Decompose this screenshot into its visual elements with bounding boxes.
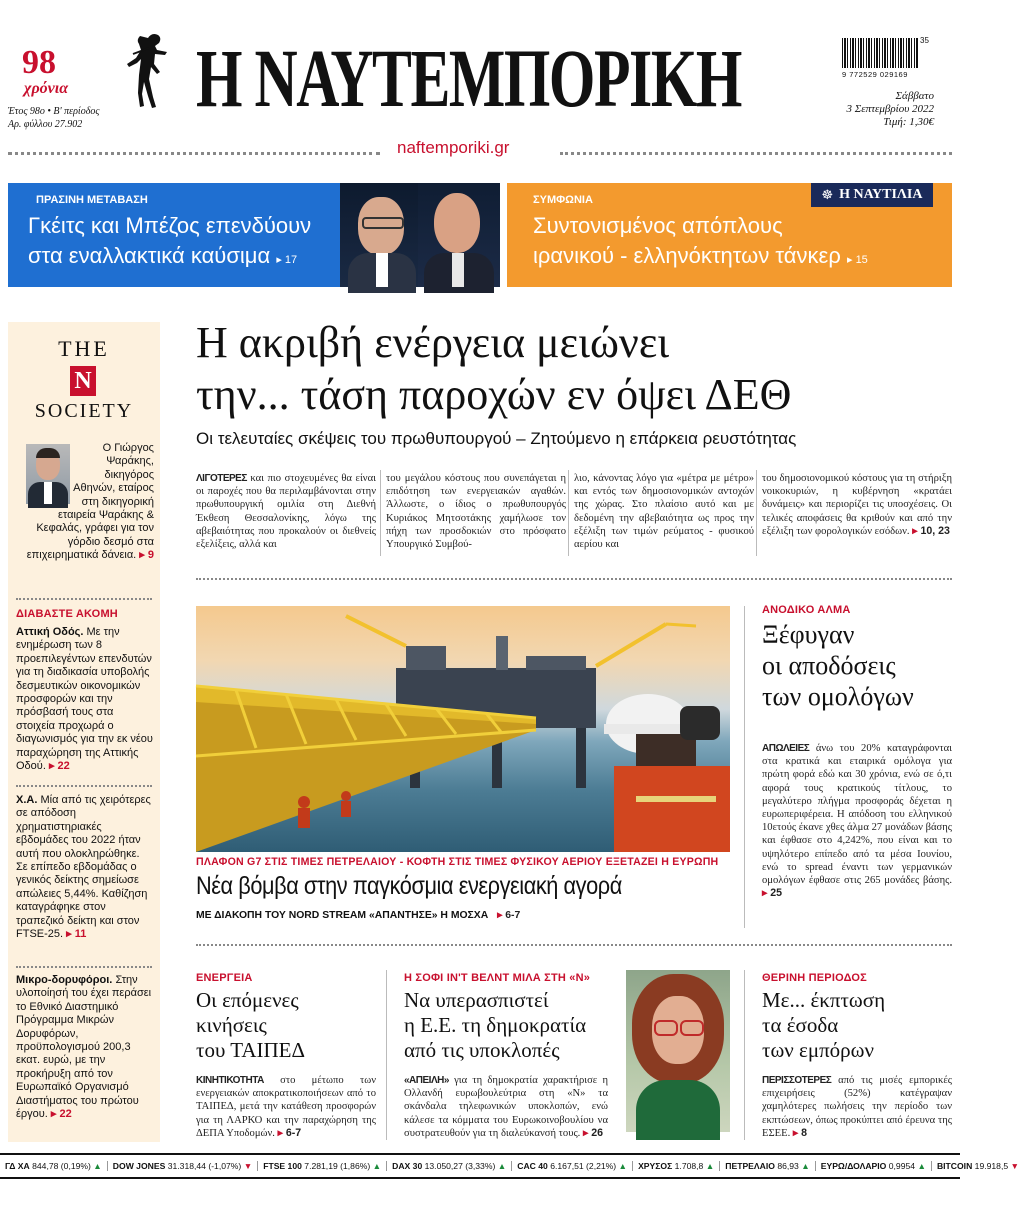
arrow-up-icon: ▲	[917, 1161, 926, 1171]
arrow-up-icon: ▲	[93, 1161, 102, 1171]
veld-body: «ΑΠΕΙΛΗ» για τη δημοκρατία χαρακτήρισε η Ολλανδή ευρωβουλεύτρια στη «Ν» τα σκάνδαλα τηλεφωνικών υποκλοπών, ενώ κάλεσε τα κόμματα του Ευρωκοινοβουλίου να συστρατευθούν για τη διαλεύκανσή τους. ▸ 26	[404, 1075, 608, 1139]
arrow-up-icon: ▲	[497, 1161, 507, 1171]
bonds-headline-line-2[interactable]: οι αποδόσεις	[762, 651, 896, 680]
website[interactable]: naftemporiki.gr	[397, 138, 510, 157]
barcode-digits: 9 772529 029169	[842, 70, 908, 79]
photo-story-page-ref: 6-7	[505, 910, 521, 921]
society-brand-the: THE	[58, 336, 110, 361]
edition-line-2: Αρ. φύλλου 27.902	[8, 119, 83, 130]
ticker-item: DOW JONES 31.318,44 (-1,07%) ▼	[108, 1161, 258, 1171]
lead-column-1	[196, 472, 376, 551]
photo-story-kicker: ΠΛΑΦΟΝ G7 ΣΤΙΣ ΤΙΜΕΣ ΠΕΤΡΕΛΑΙΟΥ - ΚΟΦΤΗ ΣΤΙΣ ΤΙΜΕΣ ΦΥΣΙΚΟΥ ΑΕΡΙΟΥ ΕΞΕΤΑΖΕΙ Η ΕΥΡΩΠΗ	[196, 856, 719, 868]
promo-banner-green-transition[interactable]	[8, 183, 500, 287]
promo-headline-line-2: στα εναλλακτικά καύσιμα ▸ 17	[28, 243, 298, 268]
taiped-kicker: ΕΝΕΡΓΕΙΑ	[196, 972, 253, 984]
promo-page-ref: 17	[284, 254, 298, 266]
taiped-headline-line-3[interactable]: του ΤΑΙΠΕΔ	[196, 1038, 306, 1062]
bonds-headline-line-1[interactable]: Ξέφυγαν	[762, 620, 855, 649]
oil-platform-photo[interactable]	[196, 606, 730, 852]
issue-date: 3 Σεπτεμβρίου 2022	[846, 103, 934, 115]
taiped-headline-line-2[interactable]: κινήσεις	[196, 1013, 267, 1037]
taiped-body: ΚΙΝΗΤΙΚΟΤΗΤΑ στο μέτωπο των ενεργειακών αποκρατικοποιήσεων από το ΤΑΙΠΕΔ, μετά την κατάθεση προσφορών για τη ΛΑΡΚΟ και την παραχώρηση της ΔΕΠΑ Υποδομών. ▸ 6-7	[196, 1075, 376, 1139]
sales-kicker: ΘΕΡΙΝΗ ΠΕΡΙΟΔΟΣ	[762, 972, 867, 984]
taiped-page-ref: 6-7	[285, 1126, 302, 1139]
read-more-item-2[interactable]: Χ.Α. Μία από τις χειρότερες σε απόδοση χρηματιστηριακές εβδομάδες του 2022 ήταν αυτή που ολοκληρώθηκε. Σε επίπεδο εβδομάδας ο γενικός δείκτης σημείωσε απώλειες 5,44%. Καθίζηση καταγράφηκε στον τραπεζικό δείκτη και στον FTSE-25. ▸ 11	[16, 794, 151, 941]
ship-wheel-icon: ☸	[821, 187, 834, 202]
ticker-item: ΠΕΤΡΕΛΑΙΟ 86,93 ▲	[720, 1161, 815, 1171]
masthead	[0, 0, 960, 170]
portrait-photo-1	[340, 183, 424, 287]
ticker-item: BITCOIN 19.918,5 ▼	[936, 1161, 1020, 1171]
lead-column-3: λιο, κάνοντας λόγο για «μέτρα με μέτρο» και εντός των δημοσιονομικών αντοχών της χώρας. Στο πλαίσιο αυτό και με δεδομένη την αβεβαιότητα ως προς την εξέλιξη των τιμών ρεύματος - φυσικού αερίου και	[574, 473, 754, 551]
shipping-badge-label: Η ΝΑΥΤΙΛΙΑ	[839, 187, 923, 202]
ticker-item: ΧΡΥΣΟΣ 1.708,8 ▲	[633, 1161, 720, 1171]
promo-headline-line-2-text: στα εναλλακτικά καύσιμα	[28, 243, 271, 268]
promo-banner-shipping[interactable]	[507, 183, 952, 287]
society-brand-n-logo	[70, 366, 96, 396]
arrow-up-icon: ▲	[618, 1161, 628, 1171]
sidebar	[8, 322, 160, 1142]
lead-column-4-text: του δημοσιονομικού κόστους για τη στήριξη νοικοκυριών, η κυβέρνηση «κρατάει δυνάμεις» και περιορίζει τις υποσχέσεις. Οι τελικές αποφάσεις θα κριθούν και από την εξέλιξη των φορολογικών εσόδων.	[762, 473, 952, 537]
photo-story-deck-text: ΜΕ ΔΙΑΚΟΠΗ ΤΟΥ NORD STREAM «ΑΠΑΝΤΗΣΕ» Η ΜΟΣΧΑ	[196, 910, 489, 921]
read-more-text: Με την ενημέρωση των 8 προεπιλεγέντων επενδυτών για τη διαδικασία υποβολής δεσμευτικών οικονομικών προσφορών και την πρόσβασή τους στα στοιχεία προχωρά ο διαγωνισμός για την εκ νέου παραχώρηση της Αττικής Οδού.	[16, 626, 153, 773]
columnist-text: Ο Γιώργος Ψαράκης, δικηγόρος Αθηνών, εταίρος στη δικηγορική εταιρεία Ψαράκης & Κεφαλάς, γράφει για τον γόρδιο δεσμό στα επιχειρηματικά δάνεια. ▸ 9	[26, 442, 154, 562]
read-more-lead: Μικρο-δορυφόροι.	[16, 974, 113, 986]
sales-page-ref: 8	[801, 1126, 808, 1139]
promo-kicker: ΣΥΜΦΩΝΙΑ	[533, 194, 593, 206]
sales-headline-line-2[interactable]: τα έσοδα	[762, 1013, 839, 1037]
sales-body: ΠΕΡΙΣΣΟΤΕΡΕΣ από τις μισές εμπορικές επιχειρήσεις (52%) κατέγραψαν χαμηλότερες πωλήσεις την περίοδο των εκπτώσεων, όπως προκύπτει από έρευνα της ΕΣΕΕ. ▸ 8	[762, 1075, 952, 1139]
read-more-page-ref: 22	[59, 1108, 72, 1121]
issue-price: Τιμή: 1,30€	[883, 116, 934, 128]
arrow-down-icon: ▼	[243, 1161, 253, 1171]
promo-headline-line-2-text: ιρανικού - ελληνόκτητων τάνκερ	[533, 243, 841, 268]
veld-page-ref: 26	[591, 1126, 604, 1139]
read-more-text: Στην υλοποίησή του έχει περάσει το Εθνικό Διαστημικό Πρόγραμμα Μικρών Δορυφόρων, προϋπολογισμού 200,3 εκατ. ευρώ, με την προκήρυξη από τον Ευρωπαϊκό Οργανισμό Διαστήματος του πρώτου έργου.	[16, 974, 152, 1121]
arrow-up-icon: ▲	[705, 1161, 715, 1171]
lead-headline-line-2[interactable]: την... τάση παροχών εν όψει ΔΕΘ	[196, 370, 792, 419]
society-n-letter: N	[74, 368, 92, 394]
newspaper-title: Η ΝΑΥΤΕΜΠΟΡΙΚΗ	[196, 32, 741, 124]
promo-headline-line-2: ιρανικού - ελληνόκτητων τάνκερ ▸ 15	[533, 243, 868, 268]
arrow-up-icon: ▲	[372, 1161, 382, 1171]
read-more-item-3[interactable]: Μικρο-δορυφόροι. Στην υλοποίησή του έχει περάσει το Εθνικό Διαστημικό Πρόγραμμα Μικρών Δορυφόρων, προϋπολογισμού 200,3 εκατ. ευρώ, με την προκήρυξη από τον Ευρωπαϊκό Οργανισμό Διαστήματος του πρώτου έργου. ▸ 22	[16, 974, 152, 1121]
lead-subhead: Οι τελευταίες σκέψεις του πρωθυπουργού – Ζητούμενο η επάρκεια ρευστότητας	[196, 429, 797, 448]
veld-lead-word: «ΑΠΕΙΛΗ»	[404, 1075, 449, 1086]
promo-kicker: ΠΡΑΣΙΝΗ ΜΕΤΑΒΑΣΗ	[36, 194, 148, 206]
anniversary-number: 98	[22, 44, 56, 81]
sales-lead-word: ΠΕΡΙΣΣΟΤΕΡΕΣ	[762, 1075, 832, 1086]
arrow-up-icon: ▲	[801, 1161, 810, 1171]
veld-body-text: για τη δημοκρατία χαρακτήρισε η Ολλανδή ευρωβουλεύτρια στη «Ν» τα σκάνδαλα τηλεφωνικών υποκλοπών, ενώ κάλεσε τα κόμματα του Ευρωκοινοβουλίου να συστρατευθούν για τη διαλεύκανσή τους.	[404, 1075, 608, 1139]
portrait-photo-2	[418, 183, 500, 287]
promo-headline-line-1: Γκέιτς και Μπέζος επενδύουν	[28, 213, 312, 238]
lead-column-1-text: και πιο στοχευμένες θα είναι οι παροχές που θα περιλαμβάνονται στην πρωθυπουργική ομιλία στη Διεθνή Έκθεση Θεσσαλονίκης, λόγω της αβεβαιότητας που προκαλούν οι διεθνείς εξελίξεις, αλλά και	[196, 473, 376, 551]
read-more-page-ref: 11	[74, 928, 87, 941]
ticker-item: ΕΥΡΩ/ΔΟΛΑΡΙΟ 0,9954 ▲	[816, 1161, 932, 1171]
read-more-item-1[interactable]: Αττική Οδός. Με την ενημέρωση των 8 προεπιλεγέντων επενδυτών για τη διαδικασία υποβολής δεσμευτικών οικονομικών προσφορών και την πρόσβασή τους στα στοιχεία προχωρά ο διαγωνισμός για την εκ νέου παραχώρηση της Αττικής Οδού. ▸ 22	[16, 626, 153, 773]
lead-word: ΛΙΓΟΤΕΡΕΣ	[196, 473, 247, 484]
hermes-logo-icon	[130, 30, 180, 130]
veld-headline-line-1[interactable]: Να υπερασπιστεί	[404, 988, 549, 1012]
lead-column-2: του μεγάλου κόστους που συνεπάγεται η επιδότηση των ενεργειακών αγαθών. Άλλωστε, ο ίδιος ο πρωθυπουργός Κυριάκος Μητσοτάκης χαμήλωσε τον πήχη των προσδοκιών στο πρόσφατο Υπουργικό Συμβού-	[386, 473, 566, 551]
read-more-text: Μία από τις χειρότερες σε απόδοση χρηματιστηριακές εβδομάδες του 2022 ήταν αυτή που ολοκληρώθηκε. Σε επίπεδο εβδομάδας ο γενικός δείκτης σημείωσε απώλειες 5,44%. Καθίζηση καταγράφηκε στον τραπεζικό δείκτη και στον FTSE-25.	[16, 794, 151, 941]
bonds-body-text: άνω του 20% καταγράφονται στα κρατικά και εταιρικά ομόλογα για πρώτη φορά εδώ και 30 χρόνια, ενώ σε ό,τι αφορά τους κρατικούς τίτλους, το μεγαλύτερο πλήγμα προσφοράς δέχεται η ευρωπεριφέρεια. Η απόδοση του ελληνικού 10ετούς έκανε χθες άλμα 27 μονάδων βάσης και έφθασε στο 4,242%, που είναι και το υψηλότερο επίπεδο από τα μέσα Ιουνίου, ενώ το spread έναντι των γερμανικών ομολόγων έφθασε στις 265 μονάδες βάσης.	[762, 743, 952, 887]
read-more-lead: Χ.Α.	[16, 794, 38, 806]
photo-story-headline[interactable]: Νέα βόμβα στην παγκόσμια ενεργειακή αγορά	[196, 872, 622, 900]
read-more-lead: Αττική Οδός.	[16, 626, 84, 638]
anniversary-word: χρόνια	[24, 80, 69, 97]
sales-headline-line-3[interactable]: των εμπόρων	[762, 1038, 874, 1062]
promo-headline-line-1: Συντονισμένος απόπλους	[533, 213, 783, 238]
lead-column-4: του δημοσιονομικού κόστους για τη στήριξη νοικοκυριών, η κυβέρνηση «κρατάει δυνάμεις» και περιορίζει τις υποσχέσεις. Οι τελικές αποφάσεις θα κριθούν και από την εξέλιξη των φορολογικών εσόδων. ▸ 10, 23	[762, 473, 952, 537]
veld-portrait-photo	[626, 970, 730, 1132]
society-brand-name: SOCIETY	[34, 400, 134, 422]
read-more-heading: ΔΙΑΒΑΣΤΕ ΑΚΟΜΗ	[16, 608, 118, 620]
bonds-page-ref: 25	[770, 887, 783, 900]
ticker-item: FTSE 100 7.281,19 (1,86%) ▲	[258, 1161, 387, 1171]
veld-headline-line-3[interactable]: από τις υποκλοπές	[404, 1038, 560, 1062]
promo-page-ref: 15	[855, 254, 868, 266]
edition-line-1: Έτος 98ο • Β' περίοδος	[8, 106, 100, 117]
taiped-headline-line-1[interactable]: Οι επόμενες	[196, 988, 299, 1012]
bonds-headline-line-3[interactable]: των ομολόγων	[762, 682, 914, 711]
bonds-lead-word: ΑΠΩΛΕΙΕΣ	[762, 743, 810, 754]
lead-headline-line-1[interactable]: Η ακριβή ενέργεια μειώνει	[196, 318, 670, 367]
bonds-body: ΑΠΩΛΕΙΕΣ άνω του 20% καταγράφονται στα κρατικά και εταιρικά ομόλογα για πρώτη φορά εδώ και 30 χρόνια, ενώ σε ό,τι αφορά τους κρατικούς τίτλους, το μεγαλύτερο πλήγμα προσφοράς δέχεται η ευρωπεριφέρεια. Η απόδοση του ελληνικού 10ετούς έκανε χθες άλμα 27 μονάδων βάσης και έφθασε στο 4,242%, που είναι και το υψηλότερο επίπεδο από τα μέσα Ιουνίου, ενώ το spread έναντι των γερμανικών ομολόγων έφθασε στις 265 μονάδες βάσης. ▸ 25	[762, 743, 952, 900]
market-ticker	[0, 1153, 1020, 1179]
ticker-item: CAC 40 6.167,51 (2,21%) ▲	[512, 1161, 633, 1171]
columnist-page-ref: 9	[147, 549, 154, 562]
barcode-issue: 35	[920, 36, 929, 45]
issue-day: Σάββατο	[895, 90, 934, 102]
barcode	[842, 38, 918, 68]
ticker-item: ΓΔ ΧΑ 844,78 (0,19%) ▲	[0, 1161, 108, 1171]
sales-body-text: από τις μισές εμπορικές επιχειρήσεις (52%) κατέγραψαν χαμηλότερες πωλήσεις την περίοδο των εκπτώσεων, όπως προκύπτει από έρευνα της ΕΣΕΕ.	[762, 1075, 952, 1139]
veld-headline-line-2[interactable]: η Ε.Ε. τη δημοκρατία	[404, 1013, 587, 1037]
taiped-lead-word: ΚΙΝΗΤΙΚΟΤΗΤΑ	[196, 1075, 264, 1086]
ticker-item: DAX 30 13.050,27 (3,33%) ▲	[387, 1161, 512, 1171]
read-more-page-ref: 22	[57, 760, 70, 773]
arrow-down-icon: ▼	[1010, 1161, 1020, 1171]
bonds-kicker: ΑΝΟΔΙΚΟ ΑΛΜΑ	[762, 604, 851, 616]
taiped-body-text: στο μέτωπο των ενεργειακών αποκρατικοποιήσεων από το ΤΑΙΠΕΔ, μετά την κατάθεση προσφορών για τη ΛΑΡΚΟ και την παραχώρηση της ΔΕΠΑ Υποδομών.	[196, 1075, 376, 1139]
columnist-blurb: Ο Γιώργος Ψαράκης, δικηγόρος Αθηνών, εταίρος στη δικηγορική εταιρεία Ψαράκης & Κεφαλάς, γράφει για τον γόρδιο δεσμό στα επιχειρηματικά δάνεια.	[26, 442, 154, 562]
lead-page-ref: 10, 23	[920, 524, 950, 537]
veld-kicker: Η ΣΟΦΙ ΙΝ'Τ ΒΕΛΝΤ ΜΙΛΑ ΣΤΗ «Ν»	[404, 972, 591, 984]
sales-headline-line-1[interactable]: Με... έκπτωση	[762, 988, 886, 1012]
shipping-badge	[811, 183, 933, 207]
photo-story-deck: ΜΕ ΔΙΑΚΟΠΗ ΤΟΥ NORD STREAM «ΑΠΑΝΤΗΣΕ» Η ΜΟΣΧΑ ▸ 6-7	[196, 910, 521, 921]
